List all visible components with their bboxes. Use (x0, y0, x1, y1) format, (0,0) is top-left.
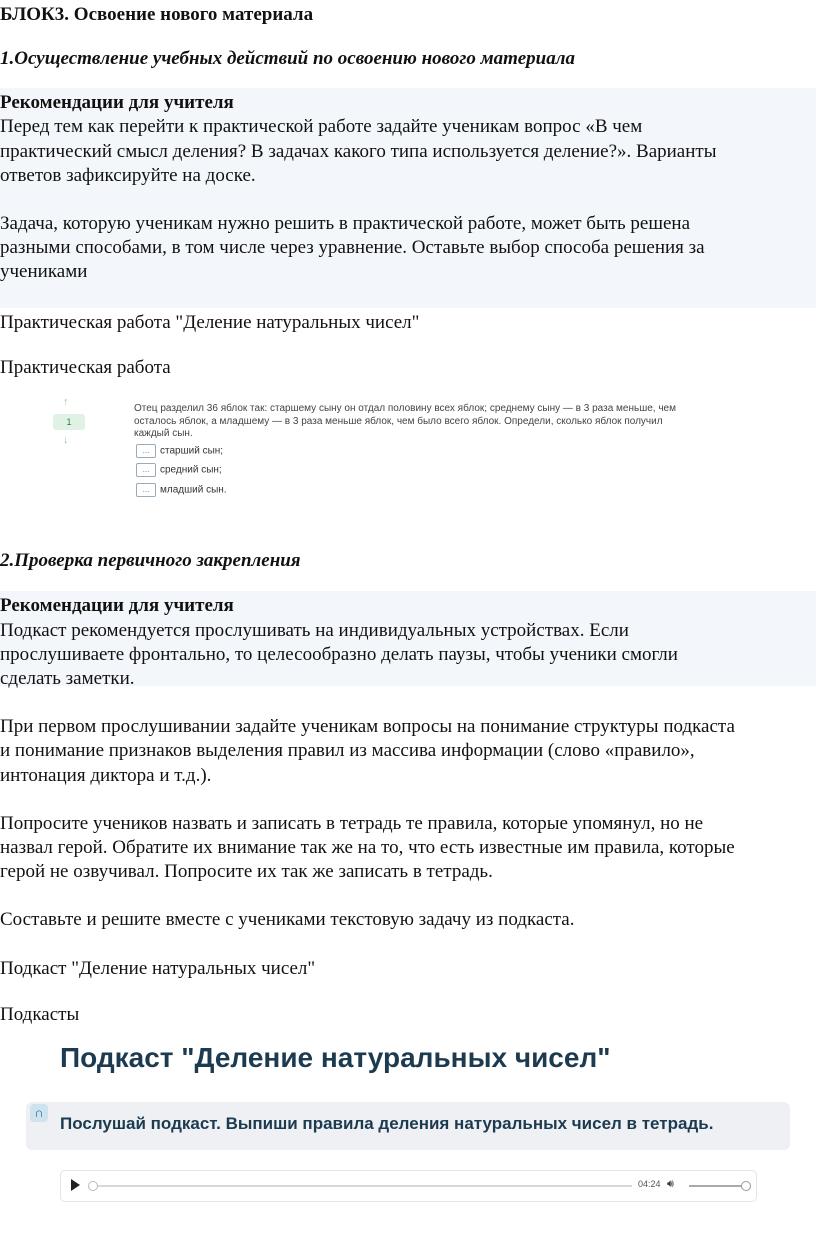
answer-label: младший сын. (160, 484, 227, 496)
play-icon[interactable] (71, 1179, 80, 1191)
answer-label: средний сын; (160, 464, 222, 476)
reco-text-line: и понимание признаков выделения правил из массива информации (слово «правило», (0, 740, 695, 761)
answer-input[interactable]: ... (136, 444, 156, 458)
podcast-widget (0, 1030, 816, 1255)
headphones-icon: ∩ (30, 1104, 48, 1122)
progress-track[interactable] (97, 1185, 632, 1187)
reco-text-line: учениками (0, 261, 88, 282)
section-2-heading: 2.Проверка первичного закрепления (0, 550, 301, 571)
answer-label: старший сын; (160, 445, 224, 457)
block-title: БЛОК3. Освоение нового материала (0, 4, 314, 25)
reco-text-line: ответов зафиксируйте на доске. (0, 165, 256, 186)
reco-heading: Рекомендации для учителя (0, 595, 234, 616)
instruction-text: Послушай подкаст. Выпиши правила деления натуральных чисел в тетрадь. (60, 1114, 714, 1133)
audio-player (60, 1170, 757, 1202)
reco-text-line: Попросите учеников назвать и записать в тетрадь те правила, которые упомянул, но не (0, 813, 704, 834)
reco-text-line: При первом прослушивании задайте ученикам вопросы на понимание структуры подкаста (0, 716, 735, 737)
arrow-up-icon[interactable]: ↑ (63, 396, 69, 408)
time-display: 04:24 (638, 1179, 661, 1189)
section-1-heading: 1.Осуществление учебных действий по освоению нового материала (0, 48, 575, 69)
reco-text-line: прослушиваете фронтально, то целесообразно делать паузы, чтобы ученики смогли (0, 644, 678, 665)
reco-text-line: сделать заметки. (0, 668, 135, 689)
practical-work-title: Практическая работа "Деление натуральных чисел" (0, 312, 420, 333)
task-text (134, 403, 774, 441)
reco-text-line: Задача, которую ученикам нужно решить в практической работе, может быть решена (0, 213, 691, 234)
podcast-doc-title: Подкаст "Деление натуральных чисел" (0, 958, 316, 979)
reco-text-line: Составьте и решите вместе с учениками текстовую задачу из подкаста. (0, 909, 575, 930)
task-number[interactable]: 1 (53, 414, 85, 430)
volume-knob[interactable] (741, 1181, 751, 1191)
answer-row (136, 444, 223, 458)
teacher-recommendations-2 (0, 591, 816, 689)
practical-work-widget (0, 392, 816, 504)
answer-row (136, 463, 222, 477)
answer-input[interactable]: ... (136, 483, 156, 497)
task-line: Отец разделил 36 яблок так: старшему сыну он отдал половину всех яблок; среднему сыну — в 3 раза меньше, чем (134, 403, 676, 414)
task-line: осталось яблок, а младшему — в 3 раза меньше яблок, чем было всего яблок. Определи, сколько яблок получил (134, 415, 663, 427)
podcasts-label: Подкасты (0, 1004, 80, 1025)
arrow-down-icon[interactable]: ↓ (63, 434, 69, 446)
reco-text-line: Перед тем как перейти к практической работе задайте ученикам вопрос «В чем (0, 116, 643, 137)
reco-text-line: разными способами, в том числе через уравнение. Оставьте выбор способа решения за (0, 237, 705, 258)
reco-text-line: интонация диктора и т.д.). (0, 765, 212, 786)
podcast-instruction (26, 1102, 790, 1150)
reco-text-line: герой не озвучивал. Попросите их так же записать в тетрадь. (0, 861, 493, 882)
reco-heading: Рекомендации для учителя (0, 92, 234, 113)
teacher-recommendations-1 (0, 88, 816, 308)
volume-slider[interactable] (689, 1185, 744, 1187)
reco-text-line: назвал герой. Обратите их внимание так же на то, что есть известные им правила, которые (0, 837, 735, 858)
reco-text-line: Подкаст рекомендуется прослушивать на индивидуальных устройствах. Если (0, 620, 629, 641)
answer-row (136, 483, 227, 497)
volume-icon[interactable]: 🔊︎ (667, 1178, 674, 1190)
answer-input[interactable]: ... (136, 463, 156, 477)
practical-work-label: Практическая работа (0, 357, 171, 378)
task-line: каждый сын. (134, 428, 193, 439)
progress-knob[interactable] (88, 1181, 98, 1191)
reco-text-line: практический смысл деления? В задачах какого типа используется деление?». Варианты (0, 141, 717, 162)
podcast-title: Подкаст "Деление натуральных чисел" (60, 1042, 611, 1073)
